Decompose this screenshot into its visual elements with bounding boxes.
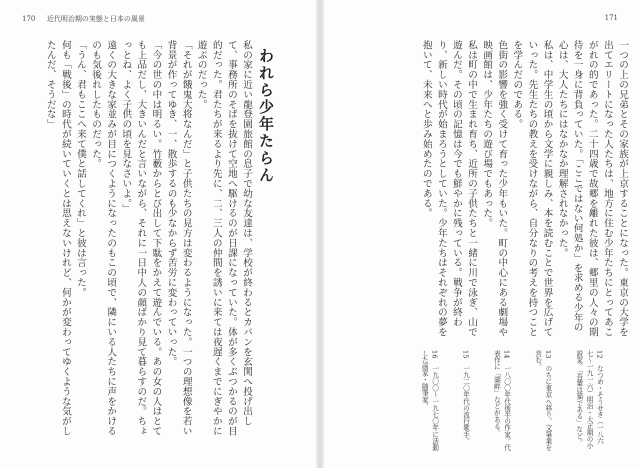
right-page [322,0,640,468]
left-page-number: 170 [22,15,36,23]
left-page-header [22,14,145,24]
left-page [0,0,318,468]
footnote: 16 一九〇〇〜一九七〇年に活動した画家・随筆家。 [420,350,439,451]
right-body-text: 一つの上の兄弟とその家族が上京することになった。東京の大学を出てエリートになった人たちは、地方に住む少年たちにとってあこがれの的であった。二十四歳で故郷を離れた彼は、郷里の人々の期待を一身に背負っていた。「ここではない何処か」を求める少年の心は、大人たちにはなかなか理解されなかった。 私は、中学生の頃から文学に親しみ、本を読むことで世界を広げていった。先生たちの教えを受けながら、自分なりの考えを持つことを学んだのである。 色街の影響を強く受けて育った少年もいた。町の中心にある劇場や映画館は、少年たちの遊び場でもあった。 私は町の中で生まれ育ち、近所の子供たちと一緒に川で泳ぎ、山で遊んだ。その頃の記憶は今でも鮮やかに残っている。戦争が終わり、新しい時代が始まろうとしていた。少年たちはそれぞれの夢を抱いて、未来へと歩み始めたのである。 [420,40,628,337]
footnote: 13 のちに東京へ移り、文筆業を営む。 [533,350,552,451]
section-title: われら少年たらん [257,48,275,184]
footnote: 12 なつめ・そうせき（一八六七〜一九一六）明治・大正期の小説家。「吾輩は猫である」など。 [574,350,604,449]
footnote: 15 一九二〇年代の流行歌手。 [461,350,470,445]
right-page-number: 171 [604,14,618,22]
left-body-text: 私の家に近い龍登園旅館の息子で幼な友達は、学校が終わるとカバンを玄関へ投げ出して、事務所のそばを抜けて空地へ駆けるのが日課になっていた。体が多くぶつかるのが目的だった。君たちが来るより先に、二、三人の仲間を誘いに来ては夜遅くまでにぎやかに遊ぶのだった。 「それが餓鬼大将なんだ」と子供たちの見方は変わるようになった。一つの理想像を若い背景が作ってゆき、一、散歩するのも少なからず苦労に変わっていった。 「今の世の中は明るい。竹藪からとび出して下駄をかえて遊んでいる。あの女の人はとても上品だし、大きいんだと言いながら、それに一日中人の顔ばかり見て暮らすのだ。ちょっとね、よく子供の頃を見なさいよ。」 遠くの大きな家並みが目につくようになったのもこの頃で、隣にいる人たちに声をかけるのも気後れしたものだった。 「うん、君もここへ来て僕と話してくれ」と彼は言った。 何も「戦後」の時代が続いていくとは思えないけれど、何かが変わってゆくような気がしたんだ、そうだな」 [44,40,252,436]
left-running-head: 近代明治期の実態と日本の風景 [46,15,145,23]
footnote: 14 一八〇〇年代後半の作家。代表作に「湖畔」などがある。 [492,350,511,451]
footnotes [410,350,625,455]
